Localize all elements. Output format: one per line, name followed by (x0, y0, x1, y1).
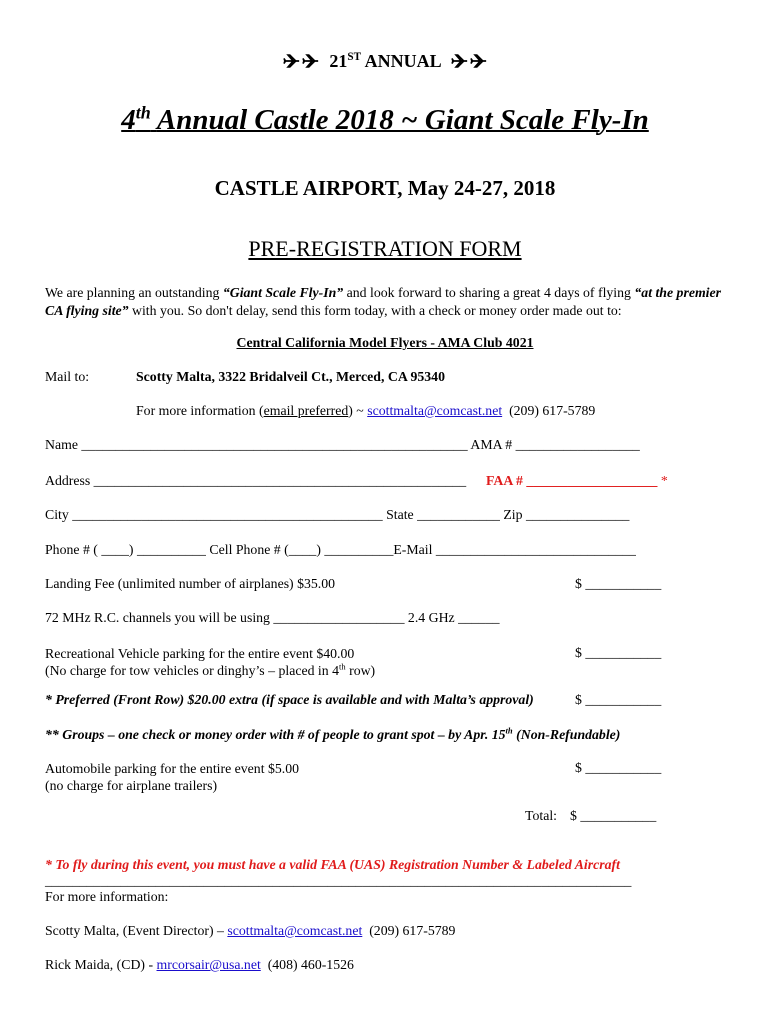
rv-parking-label: Recreational Vehicle parking for the entire event $40.00 (No charge for tow vehicles or dinghy’s – placed in 4th row) (45, 646, 376, 678)
intro-paragraph (45, 284, 725, 320)
director-email-link[interactable]: scottmalta@comcast.net (227, 923, 363, 938)
airplane-icon (451, 54, 468, 68)
intro-emphasis-2: “at the premier CA flying site” (45, 285, 721, 318)
landing-fee-label: Landing Fee (unlimited number of airplanes) $35.00 (45, 576, 336, 591)
contacts-heading: For more information: (45, 889, 169, 904)
title-suffix: th (135, 102, 151, 123)
mail-address: Scotty Malta, 3322 Bridalveil Ct., Merced, CA 95340 (136, 369, 445, 384)
info-phone: (209) 617-5789 (509, 403, 596, 418)
title-number: 4 (121, 104, 136, 136)
intro-text-3: with you. So don't delay, send this form today, with a check or money order made out to: (128, 303, 622, 318)
payee-name: Central California Model Flyers - AMA Club 4021 (236, 335, 534, 350)
rv-parking-amount[interactable]: $ ___________ (575, 645, 662, 660)
city-state-zip-field[interactable]: City _____________________________________________ State ____________ Zip _______________ (45, 507, 630, 522)
groups-note: ** Groups – one check or money order with # of people to grant spot – by Apr. 15th (Non-Refundable) (45, 725, 621, 742)
more-info-line: For more information (email preferred) ~ scottmalta@comcast.net (209) 617-5789 (136, 403, 596, 418)
form-title: PRE-REGISTRATION FORM (248, 236, 522, 261)
auto-parking-amount[interactable]: $ ___________ (575, 760, 662, 775)
airplane-icon (302, 54, 319, 68)
total-amount[interactable]: $ ___________ (570, 808, 657, 823)
preferred-row-amount[interactable]: $ ___________ (575, 692, 662, 707)
faa-requirement-note: * To fly during this event, you must have a valid FAA (UAS) Registration Number & Labeled Aircraft (45, 857, 620, 872)
title-text: Annual Castle 2018 ~ Giant Scale Fly-In (156, 104, 649, 136)
address-field[interactable]: Address ______________________________________________________ (45, 473, 467, 488)
divider: _____________________________________________________________________________________ (45, 873, 632, 888)
intro-text-1: We are planning an outstanding (45, 285, 223, 300)
contact-event-director: Scotty Malta, (Event Director) – scottmalta@comcast.net (209) 617-5789 (45, 923, 456, 938)
event-title (0, 104, 770, 137)
total-label: Total: (525, 808, 557, 823)
airplane-icon (470, 54, 487, 68)
auto-parking-label: Automobile parking for the entire event $5.00 (no charge for airplane trailers) (45, 761, 300, 793)
email-preferred: email preferred (263, 403, 349, 418)
contact-cd: Rick Maida, (CD) - mrcorsair@usa.net (408) 460-1526 (45, 957, 354, 972)
landing-fee-amount[interactable]: $ ___________ (575, 576, 662, 591)
intro-emphasis-1: “Giant Scale Fly-In” (222, 285, 344, 300)
faa-field[interactable]: FAA # ___________________ * (486, 473, 668, 488)
anniversary-number: 21 (329, 51, 348, 71)
anniversary-header (0, 51, 770, 72)
anniversary-suffix: ST (347, 51, 362, 63)
cd-email-link[interactable]: mrcorsair@usa.net (156, 957, 261, 972)
preferred-row-label: * Preferred (Front Row) $20.00 extra (if space is available and with Malta’s approval) (45, 692, 534, 707)
intro-text-2: and look forward to sharing a great 4 days of flying (343, 285, 635, 300)
anniversary-word: ANNUAL (364, 51, 441, 71)
phone-email-field[interactable]: Phone # ( ____) __________ Cell Phone # (____) __________E-Mail _____________________________ (45, 542, 636, 557)
airplane-icon (283, 54, 300, 68)
mail-label: Mail to: (45, 369, 90, 384)
channels-field[interactable]: 72 MHz R.C. channels you will be using ___________________ 2.4 GHz ______ (45, 610, 500, 625)
name-ama-field[interactable]: Name ________________________________________________________ AMA # __________________ (45, 437, 640, 452)
event-subtitle: CASTLE AIRPORT, May 24-27, 2018 (214, 176, 556, 200)
info-email-link[interactable]: scottmalta@comcast.net (367, 403, 503, 418)
